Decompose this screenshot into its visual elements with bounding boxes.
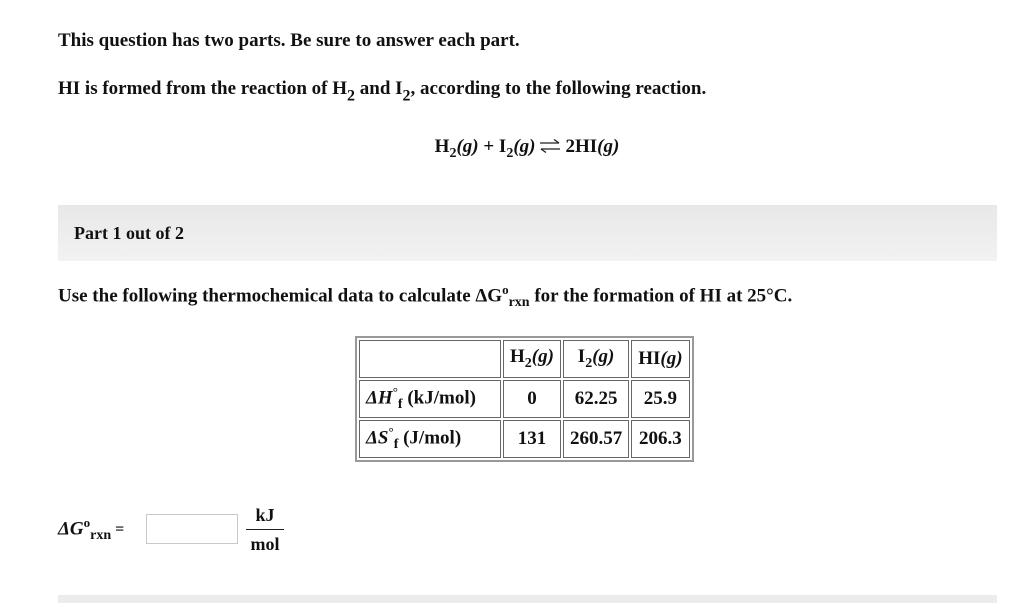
unit-denominator: mol [250, 534, 280, 554]
product-hi-symbol: 2HI [565, 136, 598, 157]
instruction-text [58, 282, 792, 311]
table-cell: 131 [503, 420, 561, 458]
reactant-h2 [434, 136, 479, 161]
reactant-i2-sub: 2 [506, 145, 514, 161]
answer-delta-g: ΔG [58, 518, 84, 540]
intro-text: This question has two parts. Be sure to answer each part. [58, 30, 520, 51]
reactant-h2-state: (g) [456, 136, 479, 157]
answer-label [58, 515, 124, 544]
table-header-row [359, 340, 690, 378]
instruction-after: for the formation of HI at 25°C. [529, 285, 793, 307]
part-label: Part 1 out of 2 [74, 223, 184, 243]
table-row [359, 380, 690, 418]
answer-degree: o [83, 515, 91, 530]
desc-text-before: HI is formed from the reaction of H [58, 78, 347, 99]
header-h2: $H_2(g)$ [503, 340, 561, 378]
instruction-delta-g: ΔG [475, 285, 503, 307]
part-header [58, 205, 997, 261]
table-row [359, 420, 690, 458]
header-i2: $I_2(g)$ [563, 340, 629, 378]
product-hi-state: (g) [597, 136, 620, 157]
answer-unit [246, 505, 284, 555]
table-cell: 25.9 [631, 380, 689, 418]
fraction-bar [246, 529, 284, 530]
instruction-degree: o [502, 282, 509, 297]
desc-sub-i: 2 [402, 87, 411, 105]
reactant-h2-sub: 2 [449, 145, 457, 161]
table-cell: 62.25 [563, 380, 629, 418]
table-cell: 0 [503, 380, 561, 418]
reactant-i2-symbol: I [498, 136, 507, 157]
instruction-before: Use the following thermochemical data to calculate [58, 285, 476, 307]
row-label-entropy: $\Delta S^\circ_f$ (J/mol) [359, 420, 501, 458]
instruction-sub: rxn [508, 295, 530, 311]
plus-sign: + [478, 136, 499, 157]
reactant-i2 [498, 136, 536, 161]
table-cell: 260.57 [563, 420, 629, 458]
answer-sub: rxn [90, 528, 112, 544]
desc-text-after: , according to the following reaction. [410, 78, 707, 99]
desc-and: and I [355, 78, 403, 99]
reactant-i2-state: (g) [513, 136, 536, 157]
header-hi: HI(g) [631, 340, 689, 378]
unit-numerator: kJ [255, 505, 275, 525]
row-label-enthalpy: $\Delta H^\circ_f$ (kJ/mol) [359, 380, 501, 418]
reaction-equation [0, 136, 1024, 162]
answer-equals: = [115, 521, 125, 539]
table-corner-cell [359, 340, 501, 378]
equilibrium-arrow-icon [539, 137, 561, 159]
thermo-data-table [355, 336, 694, 462]
desc-sub-h: 2 [347, 87, 355, 105]
reactant-h2-symbol: H [434, 136, 450, 157]
product-hi [565, 136, 619, 157]
reaction-description [58, 78, 706, 105]
answer-input[interactable] [146, 514, 238, 544]
table-cell: 206.3 [631, 420, 689, 458]
part-footer-bar [58, 595, 997, 603]
